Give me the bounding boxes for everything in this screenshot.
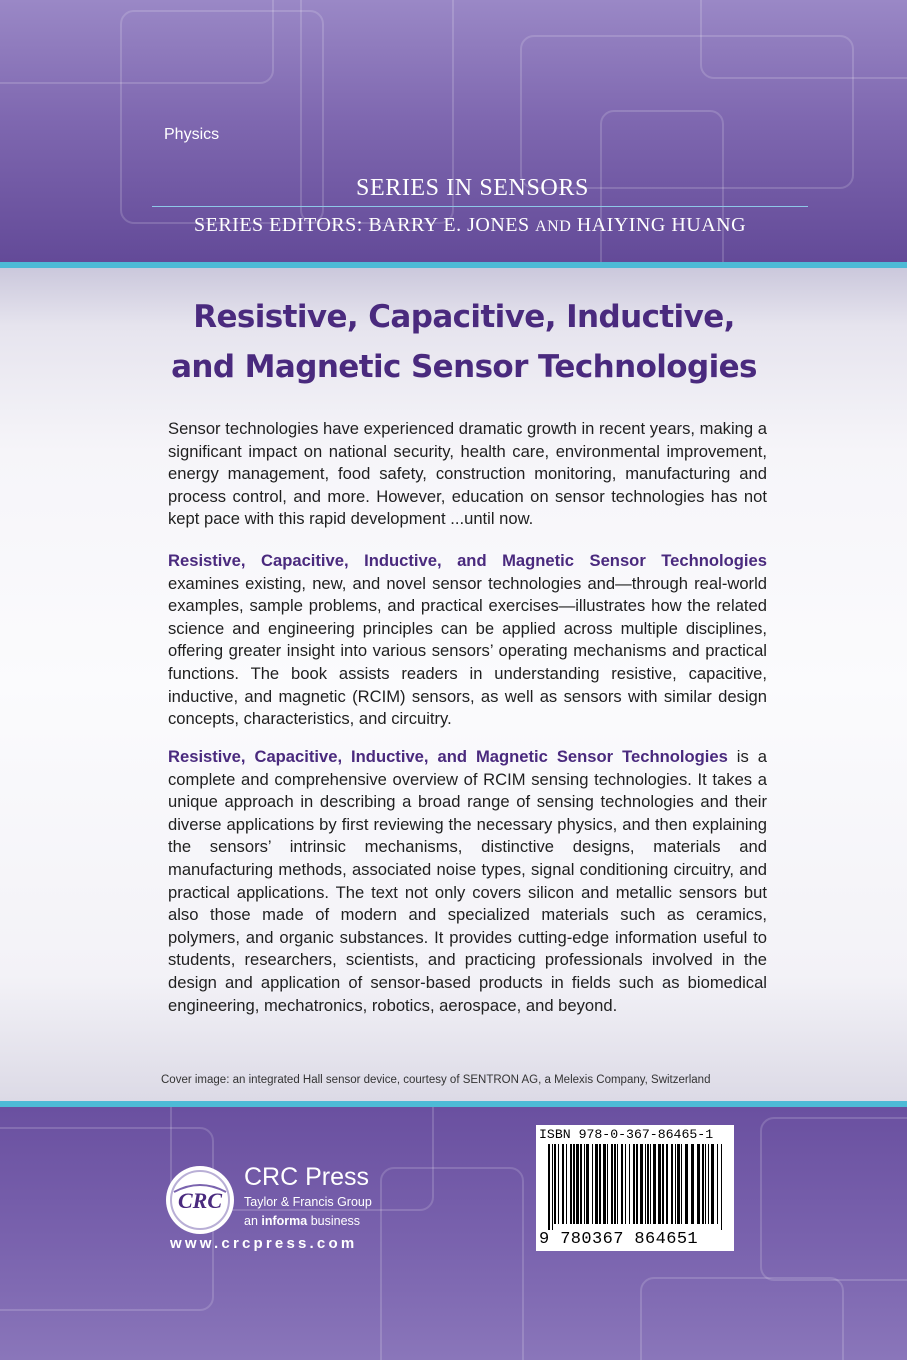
decorative-frame xyxy=(760,1117,907,1281)
barcode-bar xyxy=(607,1144,608,1224)
subject-label: Physics xyxy=(164,126,220,143)
cover-image-credit: Cover image: an integrated Hall sensor device, courtesy of SENTRON AG, a Melexis Company, Switzerland xyxy=(161,1074,711,1086)
barcode-bar xyxy=(576,1144,579,1224)
barcode-bar xyxy=(645,1144,646,1224)
ean-digits: 9 780367 864651 xyxy=(539,1230,699,1249)
barcode-bar xyxy=(595,1144,598,1224)
description-paragraph-1: Sensor technologies have experienced dramatic growth in recent years, making a significant impact on national security, health care, environmental improvement, energy management, food safety, construction monitoring, manufacturing and process control, and more. However, education on sensor technologies has not kept pace with this rapid development ...until now. xyxy=(168,419,767,529)
description-paragraph-3: Resistive, Capacitive, Inductive, and Magnetic Sensor Technologies is a complete and comprehensive overview of RCIM sensing technologies. It takes a unique approach in describing a broad range of sensing technologies and their diverse applications by first reviewing the necessary physics, and then explaining the sensors’ intrinsic mechanisms, distinctive designs, materials and manufacturing methods, associated noise types, signal conditioning circuitry, and practical applications. The text not only covers silicon and metallic sensors but also those made of modern and specialized materials such as ceramics, polymers, and organic substances. It provides cutting-edge information useful to students, researchers, scientists, and practicing professionals involved in the design and application of sensor-based products in fields such as biomedical engineering, mechatronics, robotics, aerospace, and beyond. xyxy=(168,747,767,1015)
barcode-bar xyxy=(681,1144,682,1224)
barcode-bar xyxy=(697,1144,700,1224)
barcode-bar xyxy=(573,1144,575,1224)
barcode-bar xyxy=(691,1144,694,1224)
barcode-bar xyxy=(705,1144,706,1224)
barcode-bar xyxy=(599,1144,601,1224)
barcode-bar xyxy=(614,1144,616,1224)
barcode-bar xyxy=(633,1144,635,1224)
barcode-bars xyxy=(546,1144,726,1230)
barcode-bar xyxy=(617,1144,618,1224)
barcode-bar xyxy=(566,1144,567,1224)
barcode-bar xyxy=(586,1144,589,1224)
barcode-bar xyxy=(662,1144,664,1224)
isbn-label: ISBN 978-0-367-86465-1 xyxy=(539,1127,714,1142)
barcode-bar xyxy=(677,1144,680,1224)
decorative-frame xyxy=(380,1167,524,1360)
barcode-bar xyxy=(548,1144,550,1230)
barcode-bar xyxy=(554,1144,556,1224)
crc-press-logo-icon xyxy=(164,1164,236,1236)
barcode-bar xyxy=(647,1144,649,1224)
publisher-name: CRC Press xyxy=(244,1163,370,1191)
crc-logo-text: CRC xyxy=(177,1188,223,1213)
barcode-bar xyxy=(658,1144,661,1224)
footer-band xyxy=(0,1107,907,1360)
barcode-bar xyxy=(611,1144,613,1224)
header-band xyxy=(0,0,907,262)
publisher-informa: an informa business xyxy=(244,1214,361,1228)
barcode-bar xyxy=(666,1144,668,1224)
barcode-bar xyxy=(592,1144,593,1224)
barcode-bar xyxy=(708,1144,709,1224)
barcode-bar xyxy=(562,1144,564,1224)
barcode-bar xyxy=(558,1144,559,1224)
barcode-bar xyxy=(552,1144,553,1230)
description-paragraph-2: Resistive, Capacitive, Inductive, and Magnetic Sensor Technologies examines existing, new, and novel sensor technologies and—through real-world examples, sample problems, and practical exercises—illustrates how the related science and engineering principles can be applied across multiple disciplines, offering greater insight into various sensors’ operating mechanisms and practical functions. The book assists readers in understanding resistive, capacitive, inductive, and magnetic (RCIM) sensors, as well as sensors with similar design concepts, characteristics, and circuitry. xyxy=(168,551,767,729)
barcode-bar xyxy=(621,1144,623,1224)
barcode-bar xyxy=(580,1144,582,1224)
barcode-bar xyxy=(653,1144,656,1224)
barcode-bar xyxy=(640,1144,643,1224)
series-editors: SERIES EDITORS: BARRY E. JONES AND HAIYING HUANG xyxy=(194,214,747,236)
decorative-frame xyxy=(600,110,724,262)
barcode-bar xyxy=(636,1144,638,1224)
barcode-bar xyxy=(629,1144,630,1224)
series-title: SERIES IN SENSORS xyxy=(356,175,589,201)
barcode-bar xyxy=(702,1144,704,1224)
barcode-bar xyxy=(711,1144,714,1224)
series-divider xyxy=(152,206,808,207)
decorative-frame xyxy=(640,1277,844,1360)
barcode-bar xyxy=(603,1144,606,1224)
barcode-bar xyxy=(650,1144,651,1224)
isbn-barcode xyxy=(536,1125,734,1251)
barcode-bar xyxy=(717,1144,718,1224)
barcode-bar xyxy=(625,1144,626,1224)
barcode-bar xyxy=(675,1144,676,1224)
decorative-frame xyxy=(120,10,324,224)
book-title: Resistive, Capacitive, Inductive, and Magnetic Sensor Technologies xyxy=(171,299,757,385)
publisher-group: Taylor & Francis Group xyxy=(244,1195,372,1209)
decorative-frame xyxy=(700,0,907,79)
publisher-url[interactable]: www.crcpress.com xyxy=(170,1235,358,1252)
barcode-bar xyxy=(671,1144,673,1224)
barcode-bar xyxy=(721,1144,722,1230)
barcode-bar xyxy=(584,1144,585,1224)
barcode-bar xyxy=(570,1144,572,1224)
barcode-bar xyxy=(685,1144,688,1224)
